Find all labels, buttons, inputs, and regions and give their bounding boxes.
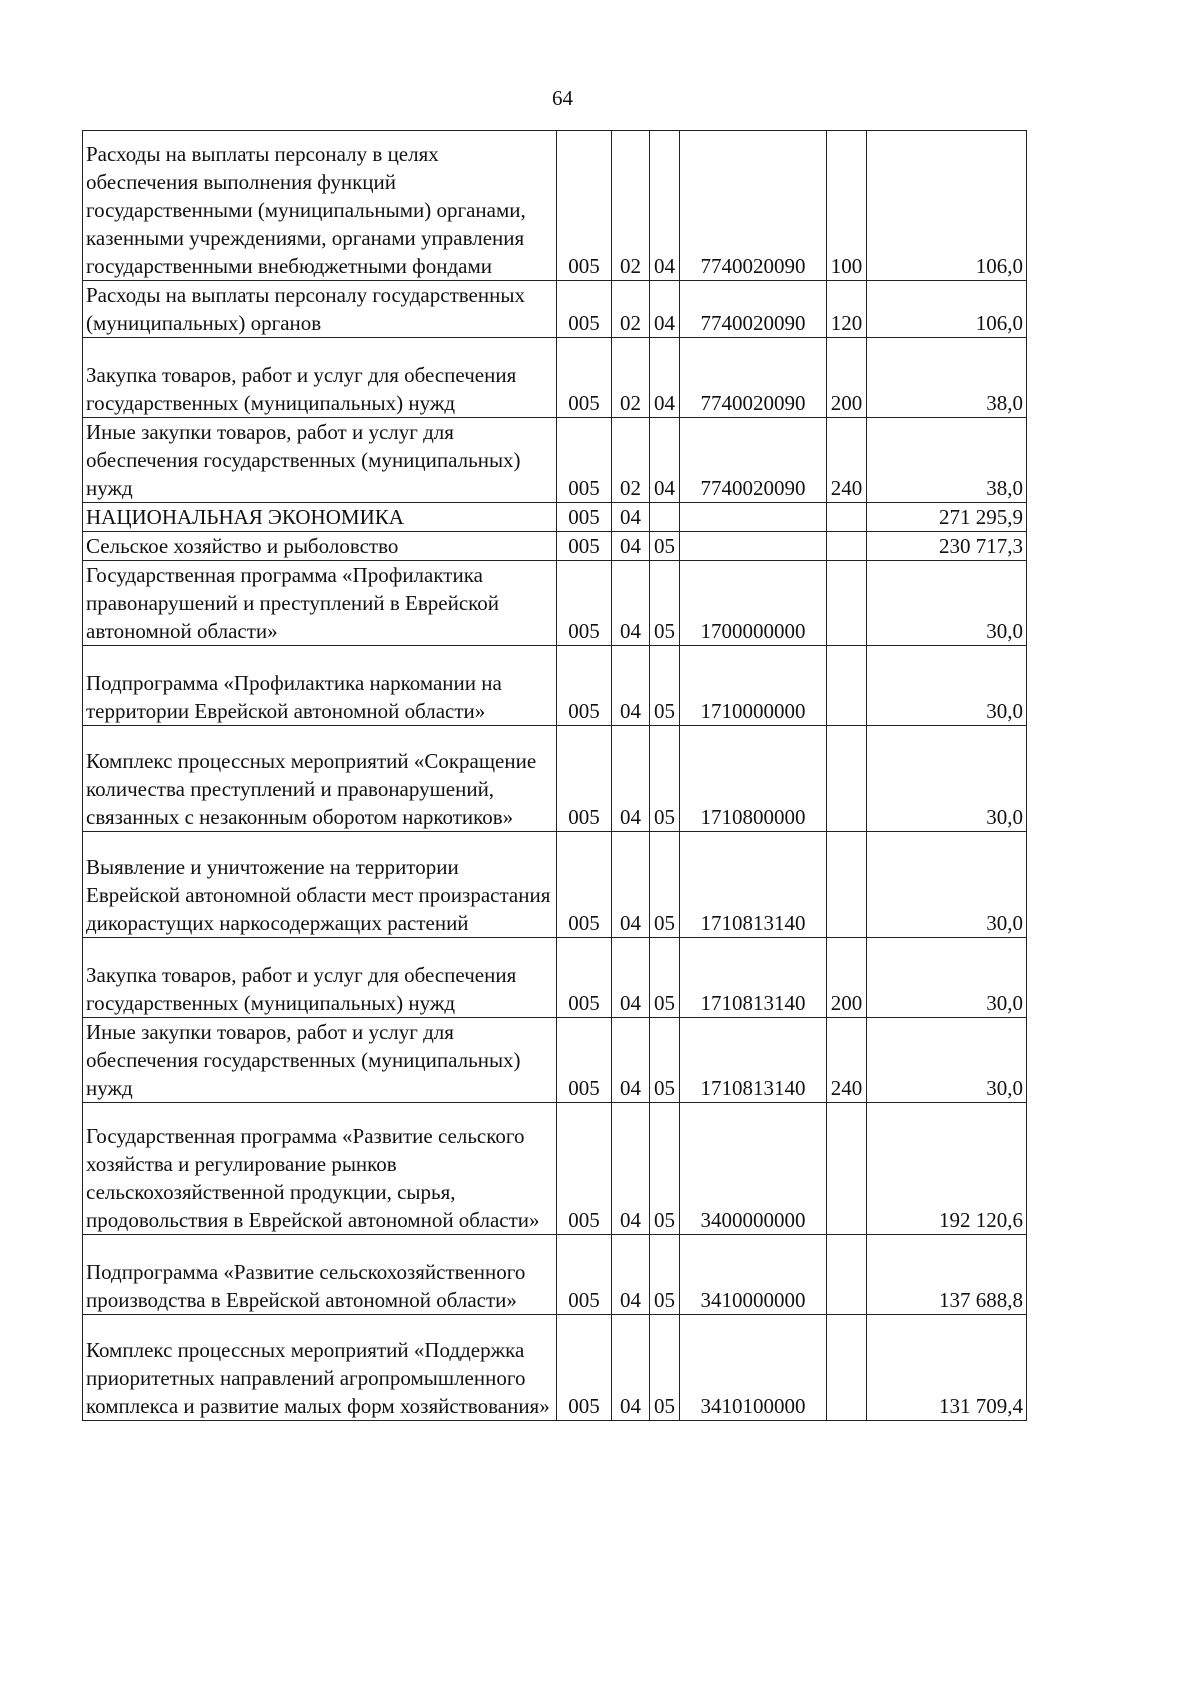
row-gr-code: 005 xyxy=(557,281,612,338)
row-gr-code: 005 xyxy=(557,131,612,281)
row-rz-code: 04 xyxy=(612,1315,650,1421)
row-csr-code: 3410100000 xyxy=(680,1315,827,1421)
row-csr-code: 1700000000 xyxy=(680,561,827,646)
table-row xyxy=(83,832,1027,938)
row-gr-code: 005 xyxy=(557,726,612,832)
table-row xyxy=(83,646,1027,726)
row-gr-code: 005 xyxy=(557,561,612,646)
row-sum: 30,0 xyxy=(867,832,1027,938)
row-name: Комплекс процессных мероприятий «Поддержка приоритетных направлений агропромышленного комплекса и развитие малых форм хозяйствования» xyxy=(83,1315,557,1421)
row-pr-code: 05 xyxy=(650,532,680,561)
row-name: Подпрограмма «Профилактика наркомании на территории Еврейской автономной области» xyxy=(83,646,557,726)
row-pr-code: 05 xyxy=(650,561,680,646)
row-gr-code: 005 xyxy=(557,646,612,726)
row-sum: 271 295,9 xyxy=(867,503,1027,532)
row-gr-code: 005 xyxy=(557,532,612,561)
row-csr-code: 7740020090 xyxy=(680,338,827,418)
row-gr-code: 005 xyxy=(557,938,612,1018)
row-sum: 30,0 xyxy=(867,561,1027,646)
row-sum: 230 717,3 xyxy=(867,532,1027,561)
row-csr-code: 7740020090 xyxy=(680,131,827,281)
row-name: Подпрограмма «Развитие сельскохозяйственного производства в Еврейской автономной области» xyxy=(83,1235,557,1315)
row-pr-code: 05 xyxy=(650,646,680,726)
row-csr-code: 1710000000 xyxy=(680,646,827,726)
row-vr-code xyxy=(827,503,867,532)
table-body xyxy=(83,131,1027,1421)
row-csr-code: 7740020090 xyxy=(680,418,827,503)
row-sum: 30,0 xyxy=(867,726,1027,832)
row-name: Государственная программа «Развитие сельского хозяйства и регулирование рынков сельскохозяйственной продукции, сырья, продовольствия в Еврейской автономной области» xyxy=(83,1103,557,1235)
row-pr-code: 05 xyxy=(650,726,680,832)
row-rz-code: 04 xyxy=(612,503,650,532)
row-sum: 30,0 xyxy=(867,1018,1027,1103)
row-rz-code: 04 xyxy=(612,1235,650,1315)
row-rz-code: 04 xyxy=(612,646,650,726)
row-rz-code: 04 xyxy=(612,561,650,646)
row-vr-code: 200 xyxy=(827,938,867,1018)
row-csr-code: 1710800000 xyxy=(680,726,827,832)
row-pr-code: 05 xyxy=(650,1103,680,1235)
row-vr-code: 200 xyxy=(827,338,867,418)
row-vr-code xyxy=(827,832,867,938)
page-number: 64 xyxy=(552,86,573,110)
row-gr-code: 005 xyxy=(557,832,612,938)
row-rz-code: 04 xyxy=(612,1018,650,1103)
row-rz-code: 04 xyxy=(612,532,650,561)
row-pr-code: 05 xyxy=(650,938,680,1018)
row-name: Выявление и уничтожение на территории Еврейской автономной области мест произрастания дикорастущих наркосодержащих растений xyxy=(83,832,557,938)
row-csr-code: 3410000000 xyxy=(680,1235,827,1315)
row-rz-code: 02 xyxy=(612,131,650,281)
row-pr-code: 05 xyxy=(650,1235,680,1315)
table-row xyxy=(83,726,1027,832)
row-vr-code xyxy=(827,646,867,726)
row-csr-code: 7740020090 xyxy=(680,281,827,338)
row-pr-code xyxy=(650,503,680,532)
row-gr-code: 005 xyxy=(557,1018,612,1103)
row-vr-code xyxy=(827,1315,867,1421)
row-sum: 38,0 xyxy=(867,418,1027,503)
row-rz-code: 02 xyxy=(612,418,650,503)
table-row xyxy=(83,338,1027,418)
row-sum: 30,0 xyxy=(867,646,1027,726)
row-pr-code: 04 xyxy=(650,131,680,281)
row-pr-code: 05 xyxy=(650,1315,680,1421)
table-row xyxy=(83,131,1027,281)
table-row xyxy=(83,1235,1027,1315)
budget-table xyxy=(82,130,1027,1421)
row-name: Иные закупки товаров, работ и услуг для обеспечения государственных (муниципальных) нужд xyxy=(83,1018,557,1103)
row-name: Комплекс процессных мероприятий «Сокращение количества преступлений и правонарушений, связанных с незаконным оборотом наркотиков» xyxy=(83,726,557,832)
row-csr-code: 1710813140 xyxy=(680,938,827,1018)
row-sum: 137 688,8 xyxy=(867,1235,1027,1315)
row-gr-code: 005 xyxy=(557,1103,612,1235)
table-row xyxy=(83,1315,1027,1421)
row-vr-code xyxy=(827,561,867,646)
row-csr-code: 1710813140 xyxy=(680,1018,827,1103)
row-gr-code: 005 xyxy=(557,338,612,418)
table-row xyxy=(83,503,1027,532)
row-pr-code: 05 xyxy=(650,1018,680,1103)
row-sum: 131 709,4 xyxy=(867,1315,1027,1421)
row-sum: 106,0 xyxy=(867,131,1027,281)
row-vr-code xyxy=(827,1235,867,1315)
row-pr-code: 04 xyxy=(650,418,680,503)
row-name: Закупка товаров, работ и услуг для обеспечения государственных (муниципальных) нужд xyxy=(83,338,557,418)
row-rz-code: 02 xyxy=(612,338,650,418)
table-row xyxy=(83,1018,1027,1103)
row-rz-code: 04 xyxy=(612,726,650,832)
row-pr-code: 05 xyxy=(650,832,680,938)
table-row xyxy=(83,938,1027,1018)
row-gr-code: 005 xyxy=(557,418,612,503)
row-gr-code: 005 xyxy=(557,503,612,532)
row-name: Расходы на выплаты персоналу в целях обеспечения выполнения функций государственными (муниципальными) органами, казенными учреждениями, органами управления государственными внебюджетными фондами xyxy=(83,131,557,281)
row-csr-code xyxy=(680,532,827,561)
row-pr-code: 04 xyxy=(650,338,680,418)
row-sum: 106,0 xyxy=(867,281,1027,338)
row-name: НАЦИОНАЛЬНАЯ ЭКОНОМИКА xyxy=(83,503,557,532)
row-csr-code: 3400000000 xyxy=(680,1103,827,1235)
row-csr-code: 1710813140 xyxy=(680,832,827,938)
table-row xyxy=(83,532,1027,561)
row-vr-code: 240 xyxy=(827,418,867,503)
row-vr-code: 240 xyxy=(827,1018,867,1103)
row-vr-code: 120 xyxy=(827,281,867,338)
row-name: Государственная программа «Профилактика правонарушений и преступлений в Еврейской автономной области» xyxy=(83,561,557,646)
table-row xyxy=(83,281,1027,338)
row-sum: 38,0 xyxy=(867,338,1027,418)
row-csr-code xyxy=(680,503,827,532)
row-name: Закупка товаров, работ и услуг для обеспечения государственных (муниципальных) нужд xyxy=(83,938,557,1018)
row-name: Иные закупки товаров, работ и услуг для обеспечения государственных (муниципальных) нужд xyxy=(83,418,557,503)
row-vr-code: 100 xyxy=(827,131,867,281)
table-row xyxy=(83,418,1027,503)
row-rz-code: 02 xyxy=(612,281,650,338)
row-vr-code xyxy=(827,1103,867,1235)
table-row xyxy=(83,1103,1027,1235)
row-pr-code: 04 xyxy=(650,281,680,338)
row-gr-code: 005 xyxy=(557,1235,612,1315)
row-sum: 192 120,6 xyxy=(867,1103,1027,1235)
row-vr-code xyxy=(827,532,867,561)
row-rz-code: 04 xyxy=(612,938,650,1018)
row-name: Расходы на выплаты персоналу государственных (муниципальных) органов xyxy=(83,281,557,338)
row-name: Сельское хозяйство и рыболовство xyxy=(83,532,557,561)
row-gr-code: 005 xyxy=(557,1315,612,1421)
row-rz-code: 04 xyxy=(612,1103,650,1235)
table-row xyxy=(83,561,1027,646)
row-vr-code xyxy=(827,726,867,832)
row-sum: 30,0 xyxy=(867,938,1027,1018)
row-rz-code: 04 xyxy=(612,832,650,938)
